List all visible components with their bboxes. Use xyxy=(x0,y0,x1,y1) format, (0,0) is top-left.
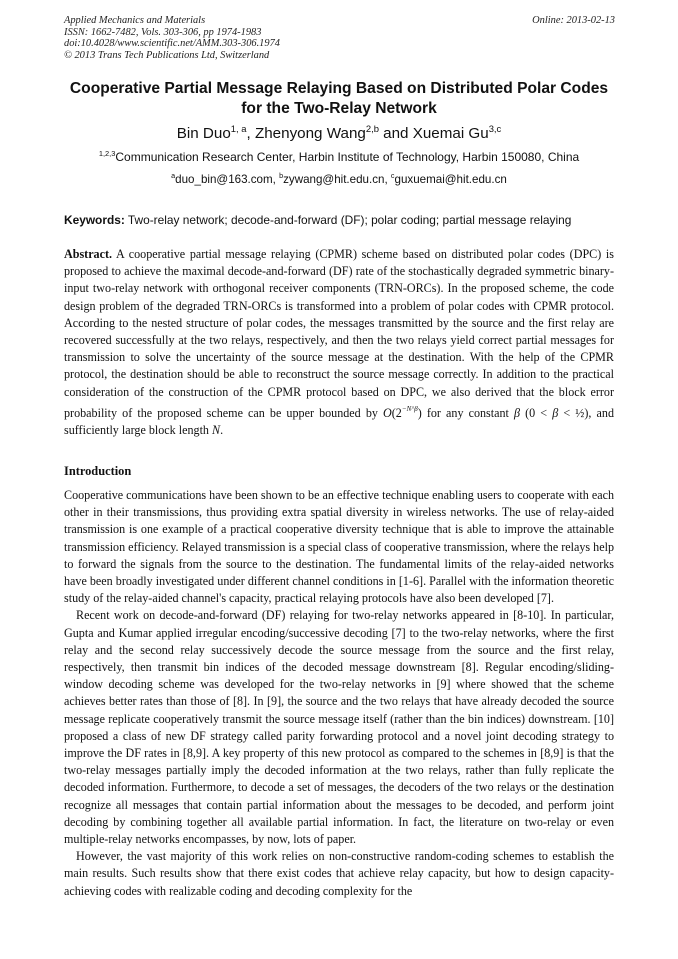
author-name: Bin Duo xyxy=(176,125,231,142)
issn-line: ISSN: 1662-7482, Vols. 303-306, pp 1974-1983 xyxy=(64,26,262,38)
email-b[interactable]: zywang@hit.edu.cn, xyxy=(283,173,391,186)
beta-symbol: β xyxy=(552,405,559,420)
author-sup: 1, a xyxy=(230,122,247,134)
paragraph: However, the vast majority of this work relies on non-constructive random-coding schemes to establish the main results. Such results show that there exist codes that achieve relay capacity, but how to design capacity-achieving codes with realizable coding and decoding complexity for the xyxy=(64,849,614,898)
author-name: Zhenyong Wang xyxy=(254,125,366,142)
paper-title xyxy=(40,79,638,118)
author-list xyxy=(0,124,678,143)
abstract-text: (0 < xyxy=(520,405,553,420)
abstract xyxy=(64,246,614,439)
big-o-symbol: O xyxy=(383,405,392,420)
n-symbol: N xyxy=(212,423,221,438)
keywords-text: Two-relay network; decode-and-forward (DF); polar coding; partial message relaying xyxy=(124,213,572,227)
journal-header xyxy=(64,15,280,61)
abstract-text: . xyxy=(220,423,224,438)
abstract-text: A cooperative partial message relaying (CPMR) scheme based on distributed polar codes (DPC) is proposed to achieve the maximal decode-and-forward (DF) rate of the stochastically degraded symmetric binary-input two-relay network with orthogonal receiver components (TRN-ORCs). In the proposed scheme, the code design problem of the degraded TRN-ORCs is transformed into a problem of polar codes with CPMR protocol. According to the nested structure of polar codes, the messages transmitted by the source and the first relay are recovered successfully at the two relays, respectively, and then the two relays yield correct partial messages for transmission to solve the uncertainty of the source message at the destination. With the help of the CPMR protocol, the destination should be able to reconstruct the source message correctly. In addition to the practical consideration of the construction of the CPMR protocol based on DPC, we also derived that the block error probability of the proposed scheme can be upper bounded by xyxy=(64,247,614,420)
introduction-body xyxy=(64,487,614,955)
email-sup: a xyxy=(171,171,176,181)
abstract-text: for any constant xyxy=(421,405,514,420)
section-heading-introduction: Introduction xyxy=(64,464,132,478)
journal-name: Applied Mechanics and Materials xyxy=(64,15,206,26)
email-list xyxy=(0,172,678,187)
beta-symbol: β xyxy=(514,405,521,420)
title-line-1: Cooperative Partial Message Relaying Based on Distributed Polar Codes xyxy=(69,80,609,97)
paragraph: Recent work on decode-and-forward (DF) relaying for two-relay networks appeared in [8-10]. In particular, Gupta and Kumar applied irregular encoding/successive decoding [7] to the two-relay networks, where the first relay and the second relay successively decode the source message from the source and the first relay, respectively, then transmit bin indices of the decoded message downstream [8]. Regular encoding/sliding-window decoding scheme was developed for the two-relay networks in [9] where showed that the scheme achieves better rates than those of [8]. In [9], the source and the two relays that have already decoded the source message replicate cooperatively transmit the source message itself (rather than the bin indices) downstream. [10] proposed a class of new DF strategy called parity forwarding protocol and a novel joint decoding strategy to improve the DF rates in [8,9]. A key property of this new protocol as compared to the schemes in [8,9] is that the two-relay messages partially imply the decoded information at the two relays, rather than fully replicate the decoded information. Furthermore, to decode a set of messages, the decoders of the two relays or the destination recognize all messages that contain partial information about the messages to be decoded, and perform joint decoding by combining together all available partial information. In fact, the literature on two-relay or even multiple-relay networks encompasses, by now, lots of paper. xyxy=(64,608,614,847)
email-sup: b xyxy=(279,171,284,181)
abstract-text: < ½), and sufficiently large block length xyxy=(64,405,614,438)
affiliation-sup: 1,2,3 xyxy=(98,149,116,158)
author-name: Xuemai Gu xyxy=(412,125,489,142)
author-separator: , xyxy=(246,125,255,142)
email-sup: c xyxy=(390,171,395,181)
abstract-label: Abstract. xyxy=(64,247,113,261)
keywords xyxy=(64,213,624,228)
author-sup: 3,c xyxy=(488,122,502,134)
email-a[interactable]: duo_bin@163.com, xyxy=(175,173,280,186)
email-c[interactable]: guxuemai@hit.edu.cn xyxy=(394,173,507,186)
keywords-label: Keywords: xyxy=(64,213,125,227)
author-sup: 2,b xyxy=(365,122,379,134)
author-separator: and xyxy=(378,125,413,142)
affiliation-text: Communication Research Center, Harbin Institute of Technology, Harbin 150080, China xyxy=(115,150,580,164)
online-date: Online: 2013-02-13 xyxy=(532,15,615,26)
affiliation xyxy=(0,150,678,165)
doi-line[interactable]: doi:10.4028/www.scientific.net/AMM.303-306.1974 xyxy=(64,38,280,50)
paragraph: Cooperative communications have been shown to be an effective technique enabling users to cooperate with each other in their transmissions, thus providing extra spatial diversity in wireless networks. The use of relay-aided transmission is one example of a practical cooperative diversity technique that is able to improve the attainable transmission efficiency. Relayed transmission is a special class of cooperative transmission, where the relays help to forward the signals from the source to the destination. The fundamental limits of the relay-aided networks have been broadly investigated under different channel conditions in [1-6]. Parallel with the information theoretic study of the relay-aided channel's capacity, practical relaying protocols have also been developed [7]. xyxy=(64,488,614,606)
title-line-2: for the Two-Relay Network xyxy=(241,99,437,117)
formula-exponent: −N^β xyxy=(401,404,418,413)
copyright-line: © 2013 Trans Tech Publications Ltd, Switzerland xyxy=(64,49,270,61)
formula-part: (2 xyxy=(391,405,402,420)
formula-part: ) xyxy=(417,405,422,420)
